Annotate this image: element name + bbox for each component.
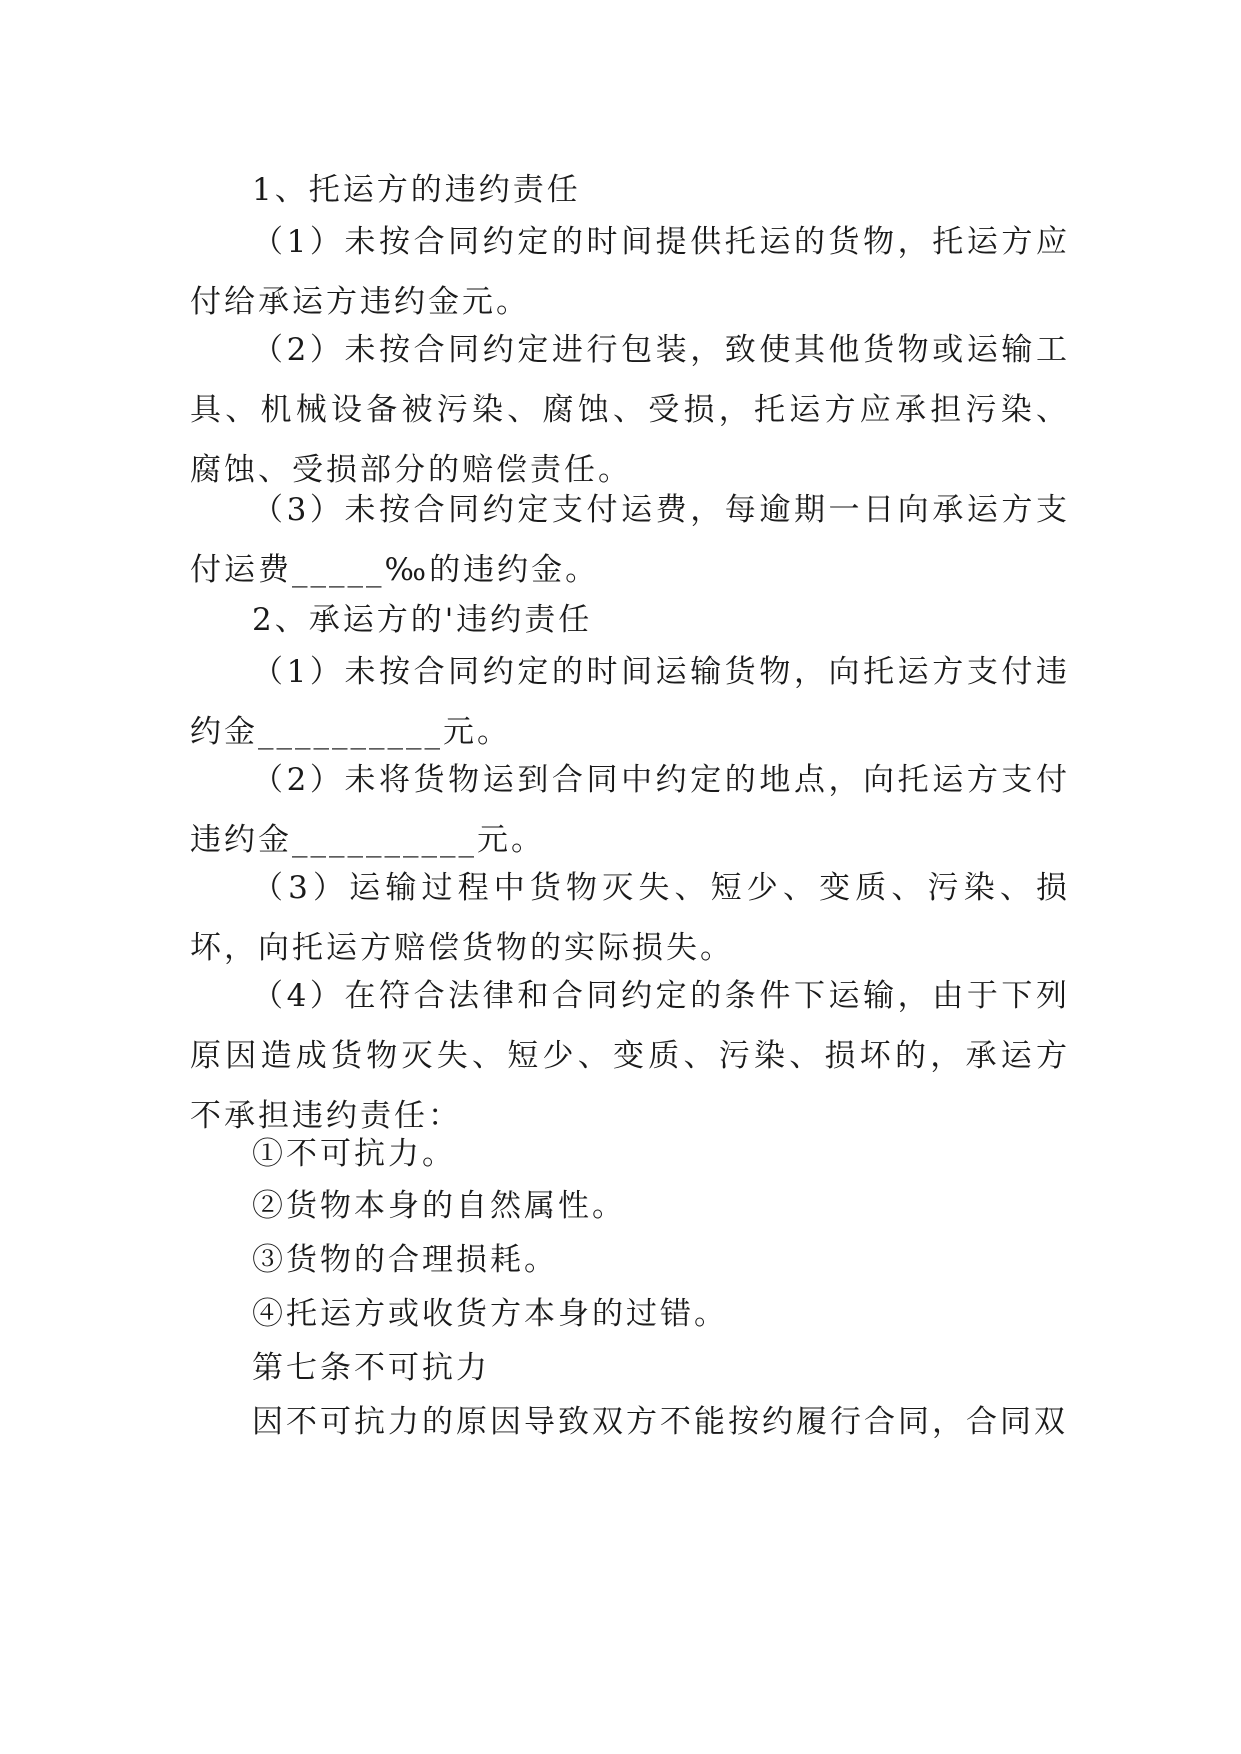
exemption-item-4: ④托运方或收货方本身的过错。 (252, 1296, 728, 1332)
article-7-body: 因不可抗力的原因导致双方不能按约履行合同，合同双 (252, 1404, 1068, 1440)
clause-carrier-item-3: （3）运输过程中货物灭失、短少、变质、污染、损坏，向托运方赔偿货物的实际损失。 (190, 870, 1070, 966)
exemption-item-1: ①不可抗力。 (252, 1136, 456, 1172)
clause-shipper-liability-heading: 1、托运方的违约责任 (252, 172, 581, 208)
clause-carrier-liability-heading: 2、承运方的'违约责任 (252, 602, 593, 638)
clause-carrier-item-1: （1）未按合同约定的时间运输货物，向托运方支付违约金__________元。 (190, 654, 1070, 750)
exemption-item-3: ③货物的合理损耗。 (252, 1242, 558, 1278)
clause-shipper-item-1: （1）未按合同约定的时间提供托运的货物，托运方应付给承运方违约金元。 (190, 224, 1070, 320)
clause-carrier-item-4: （4）在符合法律和合同约定的条件下运输，由于下列原因造成货物灭失、短少、变质、污染、损坏的，承运方不承担违约责任： (190, 978, 1070, 1134)
clause-carrier-item-2: （2）未将货物运到合同中约定的地点，向托运方支付违约金__________元。 (190, 762, 1070, 858)
clause-shipper-item-3: （3）未按合同约定支付运费，每逾期一日向承运方支付运费_____‰的违约金。 (190, 492, 1070, 588)
clause-shipper-item-2: （2）未按合同约定进行包装，致使其他货物或运输工具、机械设备被污染、腐蚀、受损，托运方应承担污染、腐蚀、受损部分的赔偿责任。 (190, 332, 1070, 488)
exemption-item-2: ②货物本身的自然属性。 (252, 1188, 626, 1224)
article-7-heading: 第七条不可抗力 (252, 1350, 490, 1386)
